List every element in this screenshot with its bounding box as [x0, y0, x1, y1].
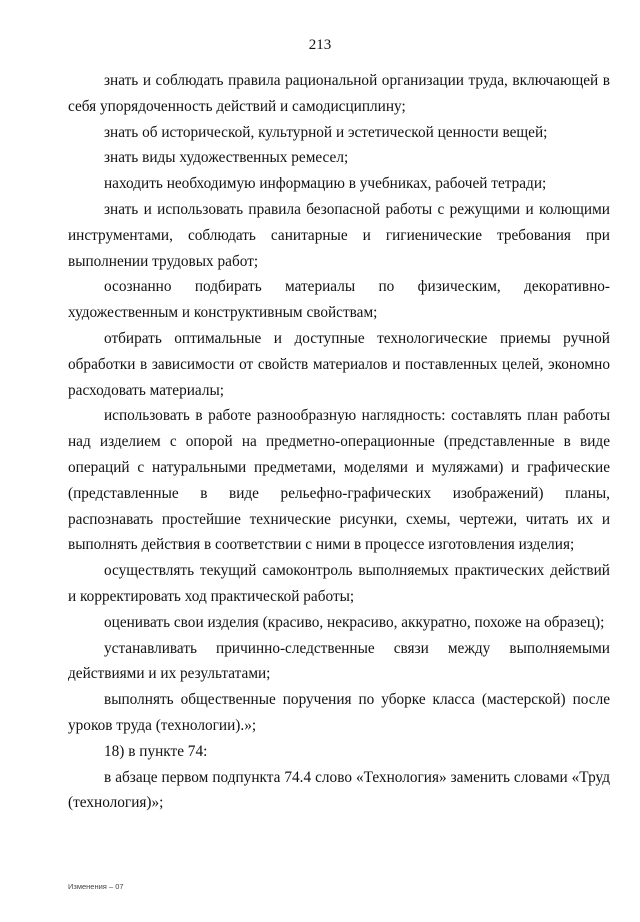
paragraph: знать виды художественных ремесел; — [104, 149, 349, 167]
paragraph: использовать в работе разнообразную наглядность: составлять план работы над изделием с опорой на предметно-операционные (представленные в виде операций с натуральными предметами, моделями и муляжами) и графические (представленные в виде рельефно-графических изображений) планы, распознавать простейшие технические рисунки, схемы, чертежи, читать их и выполнять действия в соответствии с ними в процессе изготовления изделия; — [68, 407, 610, 554]
paragraph: осуществлять текущий самоконтроль выполняемых практических действий и корректировать ход практической работы; — [68, 562, 610, 605]
paragraph: находить необходимую информацию в учебниках, рабочей тетради; — [104, 175, 547, 193]
paragraph: оценивать свои изделия (красиво, некрасиво, аккуратно, похоже на образец); — [104, 613, 605, 631]
paragraph: осознанно подбирать материалы по физическим, декоративно-художественным и конструктивным свойствам; — [68, 278, 610, 322]
paragraph: знать и использовать правила безопасной работы с режущими и колющими инструментами, соблюдать санитарные и гигиенические требования при выполнении трудовых работ; — [68, 200, 610, 270]
paragraph: устанавливать причинно-следственные связи между выполняемыми действиями и их результатами; — [68, 639, 610, 683]
paragraph: в абзаце первом подпункта 74.4 слово «Технология» заменить словами «Труд (технология)»; — [68, 768, 610, 812]
paragraph: знать об исторической, культурной и эстетической ценности вещей; — [104, 123, 548, 141]
paragraph: выполнять общественные поручения по уборке класса (мастерской) после уроков труда (технологии).»; — [68, 691, 610, 734]
footer-note: Изменения – 07 — [68, 882, 124, 891]
document-body — [68, 68, 610, 816]
paragraph: знать и соблюдать правила рациональной организации труда, включающей в себя упорядоченность действий и самодисциплину; — [68, 72, 610, 115]
page-number: 213 — [308, 37, 332, 53]
paragraph: отбирать оптимальные и доступные технологические приемы ручной обработки в зависимости от свойств материалов и поставленных целей, экономно расходовать материалы; — [68, 329, 610, 399]
paragraph: 18) в пункте 74: — [104, 742, 208, 760]
